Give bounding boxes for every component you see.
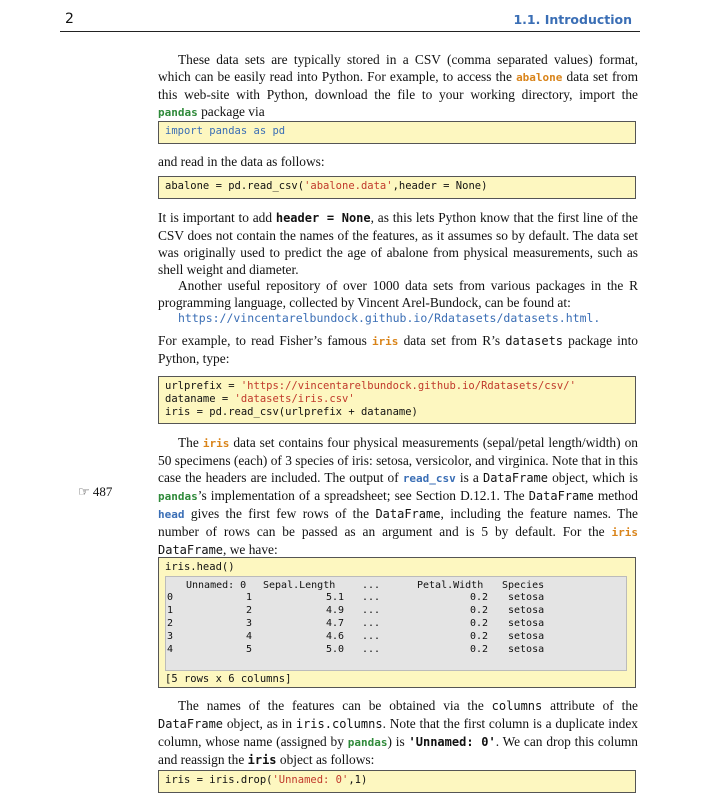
- text: , as this lets Python know that the first line of the CSV does not contain the names of the features, as it assumes so by default. The data set was originally used to predict the age of abalone from physical measurements, such as shell weight and diameter.: [158, 210, 638, 277]
- text: These data sets are typically stored in a CSV (comma separated values) format, which can be easily read into Python. For example, to access the: [158, 52, 638, 84]
- output-command: iris.head(): [165, 561, 235, 573]
- table-cell: 0.2: [470, 631, 489, 642]
- paragraph-iris-example: [158, 332, 638, 367]
- table-cell: setosa: [508, 631, 545, 642]
- header-rule: [60, 31, 640, 32]
- table-cell: 3: [167, 631, 174, 642]
- page-number: 2: [65, 11, 74, 27]
- table-cell: ...: [362, 592, 381, 603]
- table-cell: setosa: [508, 618, 545, 629]
- keyword-iris: iris: [202, 437, 230, 450]
- inline-code: columns: [491, 699, 543, 713]
- text: The: [178, 435, 203, 450]
- code-part: iris = iris.drop(: [165, 774, 273, 786]
- column-header: Petal.Width: [417, 580, 484, 591]
- inline-code: DataFrame: [528, 489, 594, 503]
- text: is a: [455, 470, 483, 485]
- table-cell: 4.9: [326, 605, 345, 616]
- text: object, as in: [223, 716, 296, 731]
- keyword-iris: iris: [371, 335, 399, 348]
- text: . We can drop this column and reassign the: [158, 734, 638, 767]
- rdatasets-url-link[interactable]: https://vincentarelbundock.github.io/Rdatasets/datasets.html.: [178, 311, 601, 325]
- keyword-iris: iris: [611, 526, 638, 539]
- table-cell: 2: [167, 618, 174, 629]
- column-header: ...: [362, 580, 381, 591]
- inline-code: DataFrame: [158, 717, 224, 731]
- inline-code: DataFrame: [482, 471, 548, 485]
- inline-code: datasets: [505, 334, 564, 348]
- table-cell: 4: [167, 644, 174, 655]
- column-header: Species: [502, 580, 545, 591]
- text: gives the first few rows of the: [184, 506, 376, 521]
- text: package into Python, type:: [158, 333, 638, 366]
- table-cell: 0.2: [470, 605, 489, 616]
- table-cell: 3: [246, 618, 253, 629]
- code-part: urlprefix =: [165, 380, 241, 392]
- text: object, which is: [548, 470, 639, 485]
- paragraph-repository: Another useful repository of over 1000 data sets from various packages in the R programming language, collected by Vincent Arel-Bundock, can be found at:: [158, 278, 638, 310]
- inline-code: header = None: [275, 211, 371, 225]
- text: . Note that the first column is a duplicate index column, whose name (assigned by: [158, 716, 638, 749]
- dataframe-table: [165, 576, 627, 671]
- inline-code: 'Unnamed: 0': [408, 735, 496, 749]
- table-cell: 5.0: [326, 644, 345, 655]
- table-cell: ...: [362, 605, 381, 616]
- table-cell: setosa: [508, 605, 545, 616]
- paragraph-csv-intro: [158, 51, 638, 121]
- text: ) is: [387, 734, 409, 749]
- keyword-pandas: pandas: [158, 106, 198, 119]
- inline-code: iris: [247, 753, 277, 767]
- text: attribute of the: [542, 698, 638, 713]
- code-block-read-iris: [158, 376, 636, 424]
- column-header: Unnamed: 0: [186, 580, 247, 591]
- table-cell: 2: [246, 605, 253, 616]
- code-block-import: [158, 121, 636, 144]
- paragraph-header-none: [158, 209, 638, 278]
- text: data set contains four physical measurements (sepal/petal length/width) on 50 specimens (each) of 3 species of iris: setosa, versicolor, and virginica. Note that in this case the headers are included. The output of: [158, 435, 638, 485]
- table-cell: ...: [362, 644, 381, 655]
- text: The names of the features can be obtained via the: [178, 698, 492, 713]
- inline-code: iris.columns: [295, 717, 383, 731]
- text: method: [593, 488, 638, 503]
- keyword-abalone: abalone: [516, 71, 563, 84]
- text: , we have:: [223, 542, 278, 557]
- code-string: 'https://vincentarelbundock.github.io/Rdatasets/csv/': [240, 380, 576, 392]
- table-cell: 5: [246, 644, 253, 655]
- text: package via: [197, 104, 265, 119]
- text: It is important to add: [158, 210, 276, 225]
- code-line: import pandas as pd: [165, 125, 286, 137]
- code-part: iris = pd.read_csv(urlprefix + dataname): [165, 406, 418, 418]
- code-part: abalone = pd.read_csv(: [165, 180, 305, 192]
- table-cell: 0.2: [470, 644, 489, 655]
- code-block-drop-column: [158, 770, 636, 793]
- text: data set from this web-site with Python, download the file to your working directory, import the: [158, 69, 638, 102]
- table-cell: 4.7: [326, 618, 345, 629]
- text: object as follows:: [276, 752, 375, 767]
- paragraph-iris-description: [158, 434, 638, 559]
- table-cell: 0.2: [470, 592, 489, 603]
- table-cell: ...: [362, 618, 381, 629]
- output-footer: [5 rows x 6 columns]: [165, 673, 292, 685]
- section-title: 1.1. Introduction: [513, 12, 632, 27]
- text: , including the feature names. The number of rows can be passed as an argument and is 5 by default. For the: [158, 506, 638, 539]
- table-cell: 5.1: [326, 592, 345, 603]
- code-string: 'abalone.data': [304, 180, 393, 192]
- keyword-head: head: [158, 508, 185, 521]
- inline-code: DataFrame: [158, 543, 224, 557]
- column-header: Sepal.Length: [263, 580, 336, 591]
- code-output-iris-head: [158, 557, 636, 688]
- code-string: 'Unnamed: 0': [272, 774, 349, 786]
- table-cell: setosa: [508, 644, 545, 655]
- table-cell: 0: [167, 592, 174, 603]
- code-part: dataname =: [165, 393, 235, 405]
- table-cell: 1: [167, 605, 174, 616]
- table-cell: ...: [362, 631, 381, 642]
- keyword-pandas: pandas: [347, 736, 388, 749]
- table-cell: 4.6: [326, 631, 345, 642]
- keyword-pandas: pandas: [158, 490, 198, 503]
- code-block-read-abalone: [158, 176, 636, 199]
- table-cell: 4: [246, 631, 253, 642]
- code-part: ,1): [348, 774, 368, 786]
- table-cell: 1: [246, 592, 253, 603]
- paragraph-columns: [158, 697, 638, 769]
- inline-code: DataFrame: [375, 507, 441, 521]
- text: For example, to read Fisher’s famous: [158, 333, 372, 348]
- code-part: ,header = None): [392, 180, 488, 192]
- margin-reference-note: ☞ 487: [78, 484, 113, 499]
- text: ’s implementation of a spreadsheet; see Section D.12.1. The: [197, 488, 529, 503]
- keyword-read-csv: read_csv: [402, 472, 456, 485]
- text: data set from R’s: [398, 333, 506, 348]
- table-cell: setosa: [508, 592, 545, 603]
- table-cell: 0.2: [470, 618, 489, 629]
- code-string: 'datasets/iris.csv': [234, 393, 355, 405]
- paragraph-read-data: and read in the data as follows:: [158, 154, 325, 169]
